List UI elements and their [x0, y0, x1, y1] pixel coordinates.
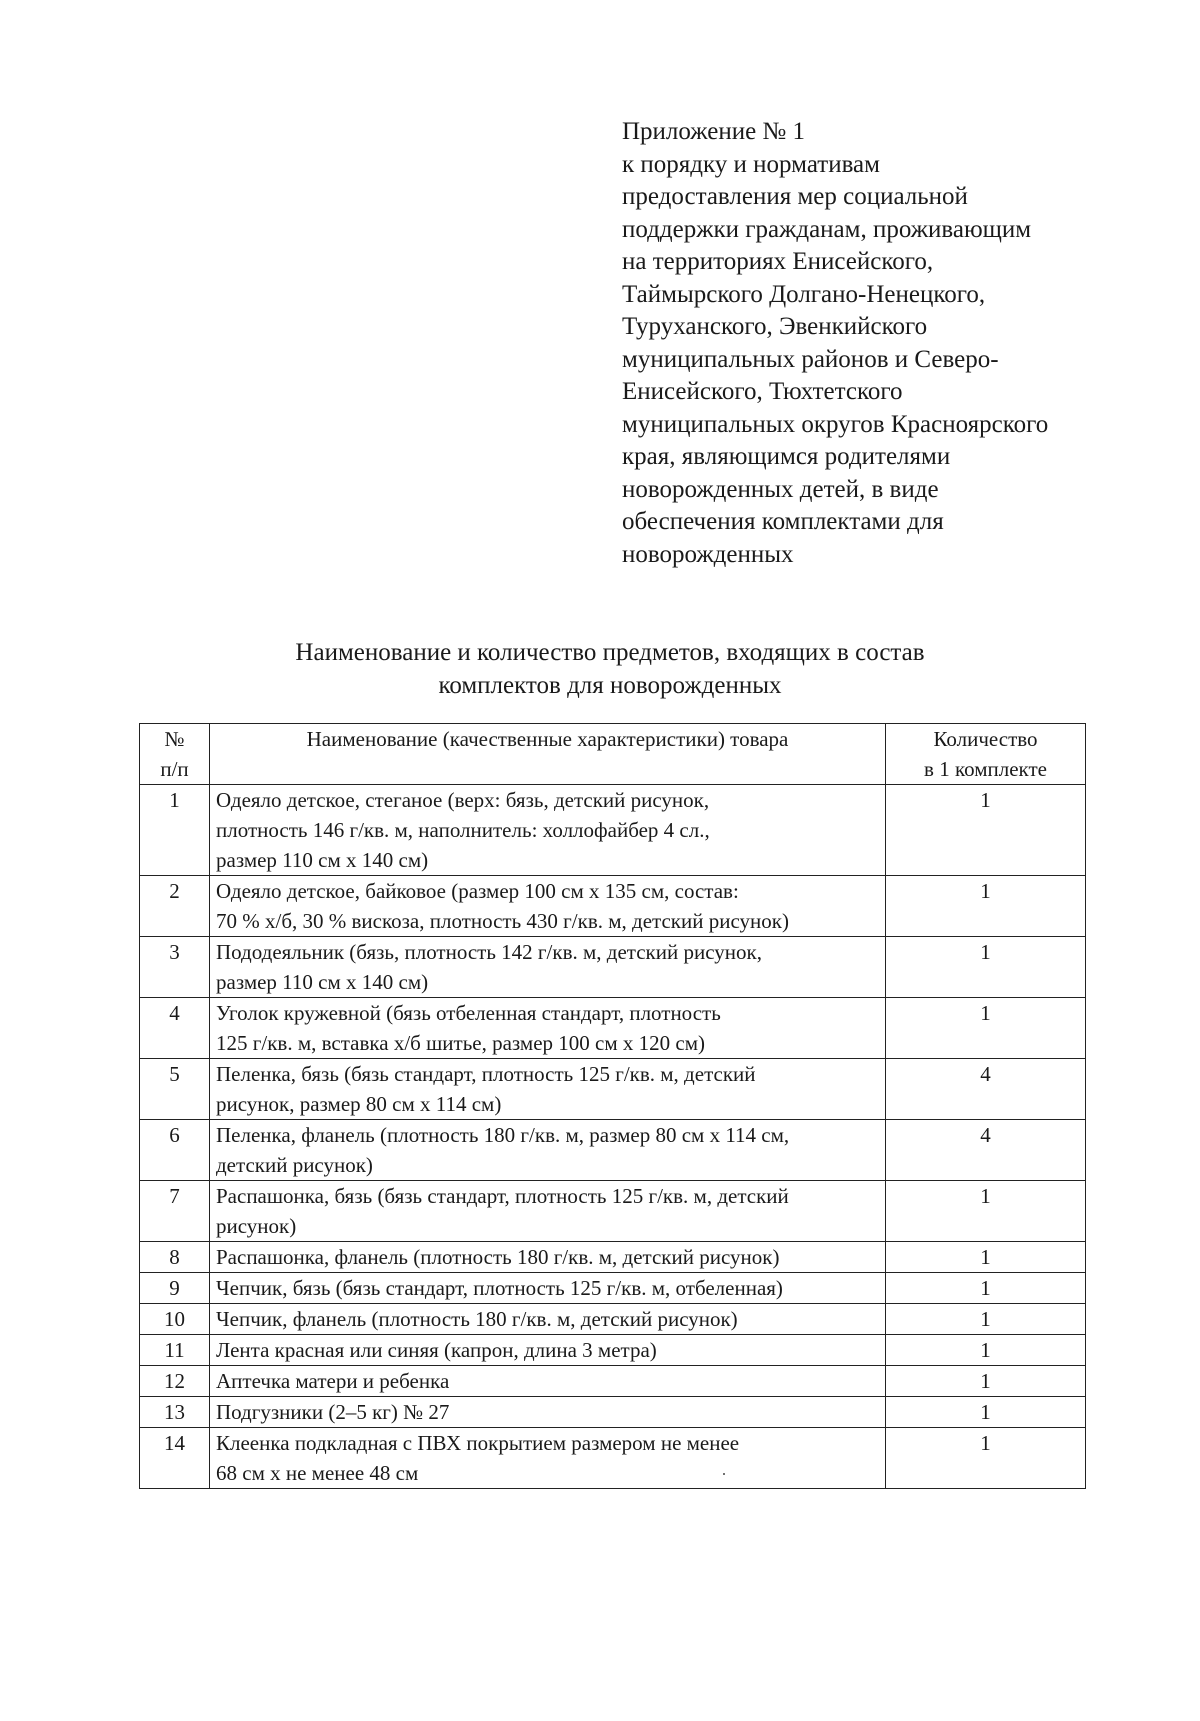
- row-name-line: Уголок кружевной (бязь отбеленная стандарт, плотность: [216, 1001, 721, 1025]
- row-quantity: 1: [886, 998, 1086, 1059]
- row-name-line: Пеленка, фланель (плотность 180 г/кв. м, размер 80 см х 114 см,: [216, 1123, 790, 1147]
- table-row: [140, 1120, 1086, 1181]
- table-row: [140, 1335, 1086, 1366]
- row-quantity: 1: [886, 785, 1086, 876]
- row-number: 1: [140, 785, 210, 876]
- table-row: [140, 1273, 1086, 1304]
- row-name-line: размер 110 см х 140 см): [216, 970, 429, 994]
- row-quantity: 1: [886, 1428, 1086, 1489]
- row-name-line: Пододеяльник (бязь, плотность 142 г/кв. м, детский рисунок,: [216, 940, 762, 964]
- table-row: [140, 1304, 1086, 1335]
- row-name: [210, 1242, 886, 1273]
- header-number-line: п/п: [160, 757, 189, 781]
- row-name: [210, 937, 886, 998]
- appendix-line: Туруханского, Эвенкийского: [622, 313, 928, 340]
- row-quantity: 4: [886, 1120, 1086, 1181]
- row-number: 3: [140, 937, 210, 998]
- header-quantity-line: Количество: [933, 727, 1038, 751]
- row-quantity: 1: [886, 1304, 1086, 1335]
- row-name-line: Клеенка подкладная с ПВХ покрытием размером не менее: [216, 1431, 740, 1455]
- row-name: [210, 876, 886, 937]
- row-name: [210, 785, 886, 876]
- appendix-line: муниципальных районов и Северо-: [622, 345, 999, 373]
- row-quantity: 1: [886, 1181, 1086, 1242]
- items-table: [139, 723, 1086, 1489]
- title-line: комплектов для новорожденных: [438, 672, 782, 699]
- row-number: 10: [140, 1304, 210, 1335]
- row-number: 14: [140, 1428, 210, 1489]
- row-name: [210, 1366, 886, 1397]
- table-row: [140, 1366, 1086, 1397]
- row-number: 13: [140, 1397, 210, 1428]
- table-row: [140, 1428, 1086, 1489]
- row-name: [210, 1059, 886, 1120]
- row-name-line: плотность 146 г/кв. м, наполнитель: холлофайбер 4 сл.,: [216, 818, 710, 842]
- row-name-line: Пеленка, бязь (бязь стандарт, плотность 125 г/кв. м, детский: [216, 1062, 756, 1086]
- header-name: Наименование (качественные характеристики) товара: [210, 724, 886, 785]
- table-header-row: [140, 724, 1086, 785]
- row-name-line: 68 см х не менее 48 см: [216, 1461, 419, 1485]
- appendix-line: Енисейского, Тюхтетского: [622, 378, 903, 405]
- appendix-line: новорожденных детей, в виде: [622, 475, 939, 503]
- table-body: [140, 785, 1086, 1489]
- appendix-line: новорожденных: [622, 540, 794, 568]
- row-name-line: детский рисунок): [216, 1153, 373, 1177]
- scan-speck: [723, 1473, 725, 1475]
- row-name-line: Чепчик, фланель (плотность 180 г/кв. м, детский рисунок): [216, 1307, 738, 1331]
- row-name-line: рисунок, размер 80 см х 114 см): [216, 1092, 502, 1116]
- appendix-line: обеспечения комплектами для: [622, 508, 944, 535]
- table-row: [140, 1181, 1086, 1242]
- table-row: [140, 785, 1086, 876]
- row-number: 12: [140, 1366, 210, 1397]
- row-number: 11: [140, 1335, 210, 1366]
- row-quantity: 1: [886, 1366, 1086, 1397]
- row-name-line: Распашонка, фланель (плотность 180 г/кв. м, детский рисунок): [216, 1245, 780, 1269]
- appendix-line: к порядку и нормативам: [622, 150, 880, 178]
- appendix-line: предоставления мер социальной: [622, 183, 968, 210]
- row-quantity: 1: [886, 1242, 1086, 1273]
- table-row: [140, 1242, 1086, 1273]
- row-number: 2: [140, 876, 210, 937]
- row-name-line: размер 110 см х 140 см): [216, 848, 429, 872]
- title-line: Наименование и количество предметов, входящих в состав: [295, 639, 925, 666]
- row-name-line: Аптечка матери и ребенка: [216, 1369, 450, 1393]
- row-number: 7: [140, 1181, 210, 1242]
- row-quantity: 1: [886, 1397, 1086, 1428]
- appendix-line: Приложение № 1: [622, 118, 806, 145]
- table-row: [140, 998, 1086, 1059]
- appendix-block: [622, 116, 1122, 571]
- row-name-line: Подгузники (2–5 кг) № 27: [216, 1400, 450, 1424]
- row-name: [210, 1304, 886, 1335]
- appendix-line: Таймырского Долгано-Ненецкого,: [622, 280, 986, 308]
- row-number: 9: [140, 1273, 210, 1304]
- appendix-line: на территориях Енисейского,: [622, 248, 934, 275]
- row-name-line: Распашонка, бязь (бязь стандарт, плотность 125 г/кв. м, детский: [216, 1184, 789, 1208]
- appendix-line: муниципальных округов Красноярского: [622, 410, 1049, 438]
- row-number: 4: [140, 998, 210, 1059]
- header-number: [140, 724, 210, 785]
- header-number-line: №: [164, 727, 185, 751]
- row-quantity: 4: [886, 1059, 1086, 1120]
- row-name: [210, 1397, 886, 1428]
- row-name: [210, 1120, 886, 1181]
- table-row: [140, 1397, 1086, 1428]
- row-name-line: 70 % х/б, 30 % вискоза, плотность 430 г/кв. м, детский рисунок): [216, 909, 789, 933]
- row-name-line: Одеяло детское, байковое (размер 100 см х 135 см, состав:: [216, 879, 739, 903]
- table-row: [140, 937, 1086, 998]
- table-row: [140, 1059, 1086, 1120]
- appendix-line: края, являющимся родителями: [622, 443, 951, 470]
- row-name: [210, 1181, 886, 1242]
- header-quantity: [886, 724, 1086, 785]
- header-quantity-line: в 1 комплекте: [924, 757, 1047, 781]
- row-quantity: 1: [886, 876, 1086, 937]
- row-name-line: Одеяло детское, стеганое (верх: бязь, детский рисунок,: [216, 788, 710, 812]
- row-name: [210, 1335, 886, 1366]
- row-number: 5: [140, 1059, 210, 1120]
- document-title: [140, 636, 1080, 702]
- row-quantity: 1: [886, 1273, 1086, 1304]
- table-row: [140, 876, 1086, 937]
- row-name: [210, 998, 886, 1059]
- row-name-line: Лента красная или синяя (капрон, длина 3 метра): [216, 1338, 657, 1362]
- row-quantity: 1: [886, 1335, 1086, 1366]
- row-name-line: рисунок): [216, 1214, 297, 1238]
- appendix-line: поддержки гражданам, проживающим: [622, 215, 1032, 243]
- row-number: 6: [140, 1120, 210, 1181]
- row-number: 8: [140, 1242, 210, 1273]
- row-name: [210, 1273, 886, 1304]
- row-name-line: 125 г/кв. м, вставка х/б шитье, размер 100 см х 120 см): [216, 1031, 705, 1055]
- row-name-line: Чепчик, бязь (бязь стандарт, плотность 125 г/кв. м, отбеленная): [216, 1276, 783, 1300]
- row-name: [210, 1428, 886, 1489]
- row-quantity: 1: [886, 937, 1086, 998]
